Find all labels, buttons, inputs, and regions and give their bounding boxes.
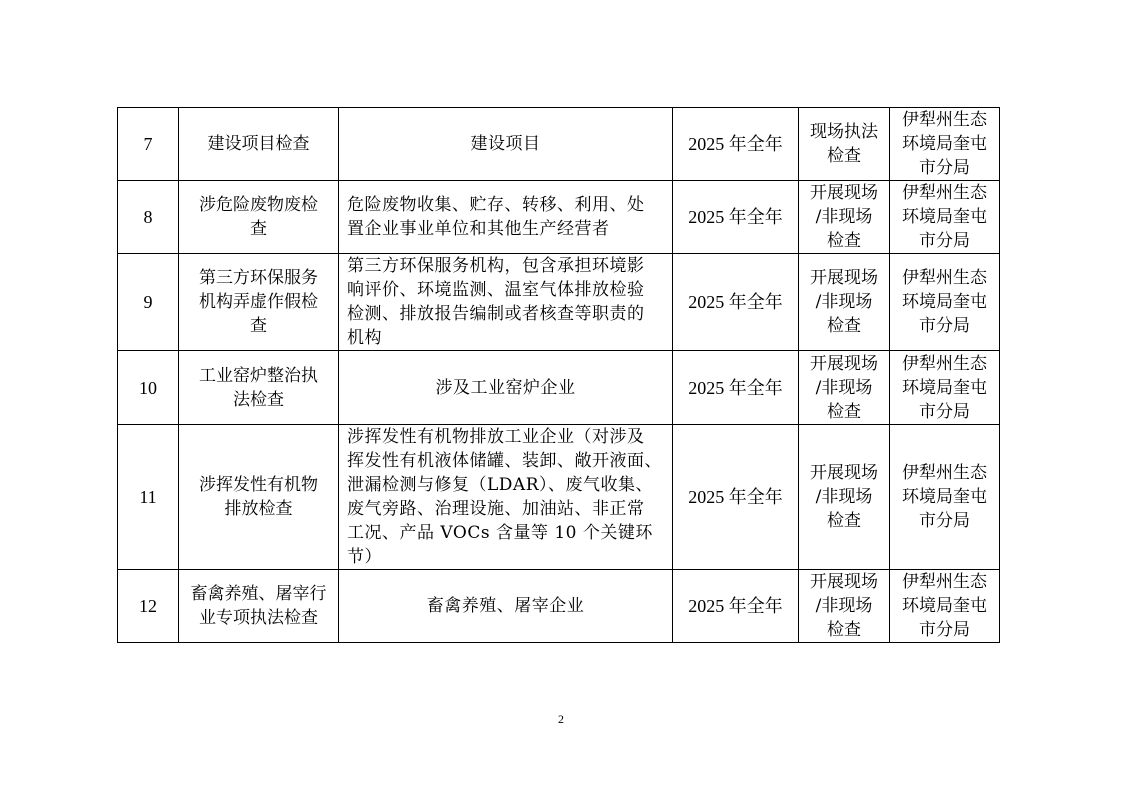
inspection-item: 工业窑炉整治执 法检查 <box>179 351 339 425</box>
inspection-item: 涉危险废物废检 查 <box>179 181 339 254</box>
table-row <box>118 351 1000 425</box>
inspection-time: 2025 年全年 <box>673 425 799 570</box>
inspection-time: 2025 年全年 <box>673 108 799 181</box>
table-row <box>118 181 1000 254</box>
inspection-target: 涉及工业窑炉企业 <box>339 351 673 425</box>
inspection-method: 开展现场 /非现场 检查 <box>799 254 890 351</box>
row-number: 12 <box>118 570 179 643</box>
table-row <box>118 254 1000 351</box>
inspection-method: 开展现场 /非现场 检查 <box>799 425 890 570</box>
responsible-unit: 伊犁州生态 环境局奎屯 市分局 <box>890 181 1000 254</box>
inspection-method: 开展现场 /非现场 检查 <box>799 351 890 425</box>
inspection-item: 涉挥发性有机物 排放检查 <box>179 425 339 570</box>
inspection-time: 2025 年全年 <box>673 570 799 643</box>
table-row <box>118 108 1000 181</box>
inspection-target: 建设项目 <box>339 108 673 181</box>
inspection-method: 开展现场 /非现场 检查 <box>799 570 890 643</box>
table-row <box>118 570 1000 643</box>
responsible-unit: 伊犁州生态 环境局奎屯 市分局 <box>890 570 1000 643</box>
row-number: 11 <box>118 425 179 570</box>
responsible-unit: 伊犁州生态 环境局奎屯 市分局 <box>890 425 1000 570</box>
inspection-target: 涉挥发性有机物排放工业企业（对涉及 挥发性有机液体储罐、装卸、敞开液面、 泄漏检测与修复（LDAR）、废气收集、 废气旁路、治理设施、加油站、非正常 工况、产品 VOCs 含量等 10 个关键环节） <box>339 425 673 570</box>
inspection-target: 危险废物收集、贮存、转移、利用、处 置企业事业单位和其他生产经营者 <box>339 181 673 254</box>
inspection-target: 第三方环保服务机构，包含承担环境影 响评价、环境监测、温室气体排放检验 检测、排放报告编制或者核查等职责的 机构 <box>339 254 673 351</box>
inspection-item: 建设项目检查 <box>179 108 339 181</box>
enforcement-inspection-table <box>117 107 1000 643</box>
inspection-target: 畜禽养殖、屠宰企业 <box>339 570 673 643</box>
row-number: 7 <box>118 108 179 181</box>
row-number: 10 <box>118 351 179 425</box>
inspection-item: 畜禽养殖、屠宰行 业专项执法检查 <box>179 570 339 643</box>
row-number: 9 <box>118 254 179 351</box>
row-number: 8 <box>118 181 179 254</box>
page-number: 2 <box>558 712 564 726</box>
responsible-unit: 伊犁州生态 环境局奎屯 市分局 <box>890 254 1000 351</box>
responsible-unit: 伊犁州生态 环境局奎屯 市分局 <box>890 351 1000 425</box>
inspection-time: 2025 年全年 <box>673 254 799 351</box>
inspection-item: 第三方环保服务 机构弄虚作假检 查 <box>179 254 339 351</box>
responsible-unit: 伊犁州生态 环境局奎屯 市分局 <box>890 108 1000 181</box>
inspection-method: 现场执法 检查 <box>799 108 890 181</box>
inspection-method: 开展现场 /非现场 检查 <box>799 181 890 254</box>
inspection-time: 2025 年全年 <box>673 351 799 425</box>
inspection-time: 2025 年全年 <box>673 181 799 254</box>
table-row <box>118 425 1000 570</box>
